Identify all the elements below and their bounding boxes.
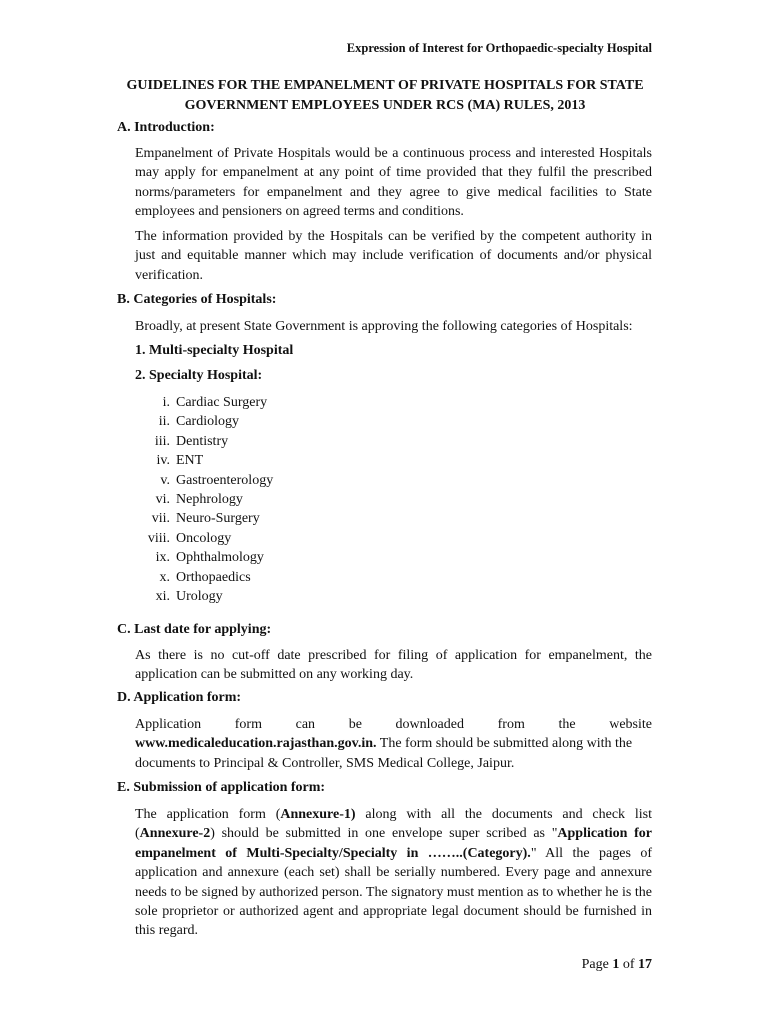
page-number: Page 1 of 17 <box>581 957 652 972</box>
website-url: www.medicaleducation.rajasthan.gov.in. <box>135 736 377 752</box>
section-a-paragraph-2: The information provided by the Hospitals can be verified by the competent authority in just and equitable manner which may include verification of documents and/or physical verification. <box>135 229 652 283</box>
document-title <box>100 76 670 116</box>
section-d-heading: D. Application form: <box>117 690 242 705</box>
list-item: vii. Neuro-Surgery <box>151 511 260 527</box>
page-header: Expression of Interest for Orthopaedic-specialty Hospital <box>346 41 652 55</box>
section-e-paragraph: The application form (Annexure-1) along with all the documents and check list (Annexure-2) should be submitted in one envelope super scribed as "Application for empanelment of Multi-Specialty/Specialty in ……..(Category)." All the pages of application and annexure (each set) shall be serially numbered. Every page and annexure needs to be signed by authorized person. The signatory must mention as to whether he is the sole proprietor or authorized agent and appropriate legal document should be furnished in this regard. <box>135 807 653 939</box>
list-item: ix. Ophthalmology <box>155 550 264 566</box>
title-line-1: GUIDELINES FOR THE EMPANELMENT OF PRIVATE HOSPITALS FOR STATE <box>126 78 644 93</box>
list-item: viii. Oncology <box>147 530 232 546</box>
category-specialty: 2. Specialty Hospital: <box>135 368 263 383</box>
list-item: iii. Dentistry <box>154 433 229 449</box>
list-item: vi. Nephrology <box>155 491 243 507</box>
specialty-list <box>120 393 273 606</box>
section-a-paragraph-1: Empanelment of Private Hospitals would be a continuous process and interested Hospitals may apply for empanelment at any point of time provided that they fulfil the prescribed norms/parameters for empanelment and they agree to give medical facilities to State employees and pensioners on agreed terms and conditions. <box>135 146 652 220</box>
section-d-paragraph <box>135 715 652 773</box>
section-d-line-3: documents to Principal & Controller, SMS Medical College, Jaipur. <box>135 755 515 771</box>
title-line-2: GOVERNMENT EMPLOYEES UNDER RCS (MA) RULES, 2013 <box>184 98 586 113</box>
section-d-line-1: Application form can be downloaded from the website <box>135 717 652 732</box>
section-c-paragraph: As there is no cut-off date prescribed for filing of application for empanelment, the application can be submitted on any working day. <box>135 648 652 683</box>
category-multi-specialty: 1. Multi-specialty Hospital <box>135 343 294 358</box>
list-item: xi. Urology <box>155 588 223 604</box>
list-item: x. Orthopaedics <box>159 569 251 585</box>
section-c-heading: C. Last date for applying: <box>117 622 272 637</box>
section-e-heading: E. Submission of application form: <box>117 780 326 795</box>
list-item: i. Cardiac Surgery <box>162 395 268 410</box>
list-item: ii. Cardiology <box>158 414 239 430</box>
list-item: v. Gastroenterology <box>160 472 274 488</box>
section-d-line-2: www.medicaleducation.rajasthan.gov.in. The form should be submitted along with the <box>135 736 633 752</box>
list-item: iv. ENT <box>156 453 204 469</box>
section-b-heading: B. Categories of Hospitals: <box>117 292 277 307</box>
section-a-heading: A. Introduction: <box>117 120 215 135</box>
section-b-intro: Broadly, at present State Government is approving the following categories of Hospitals: <box>135 319 633 334</box>
